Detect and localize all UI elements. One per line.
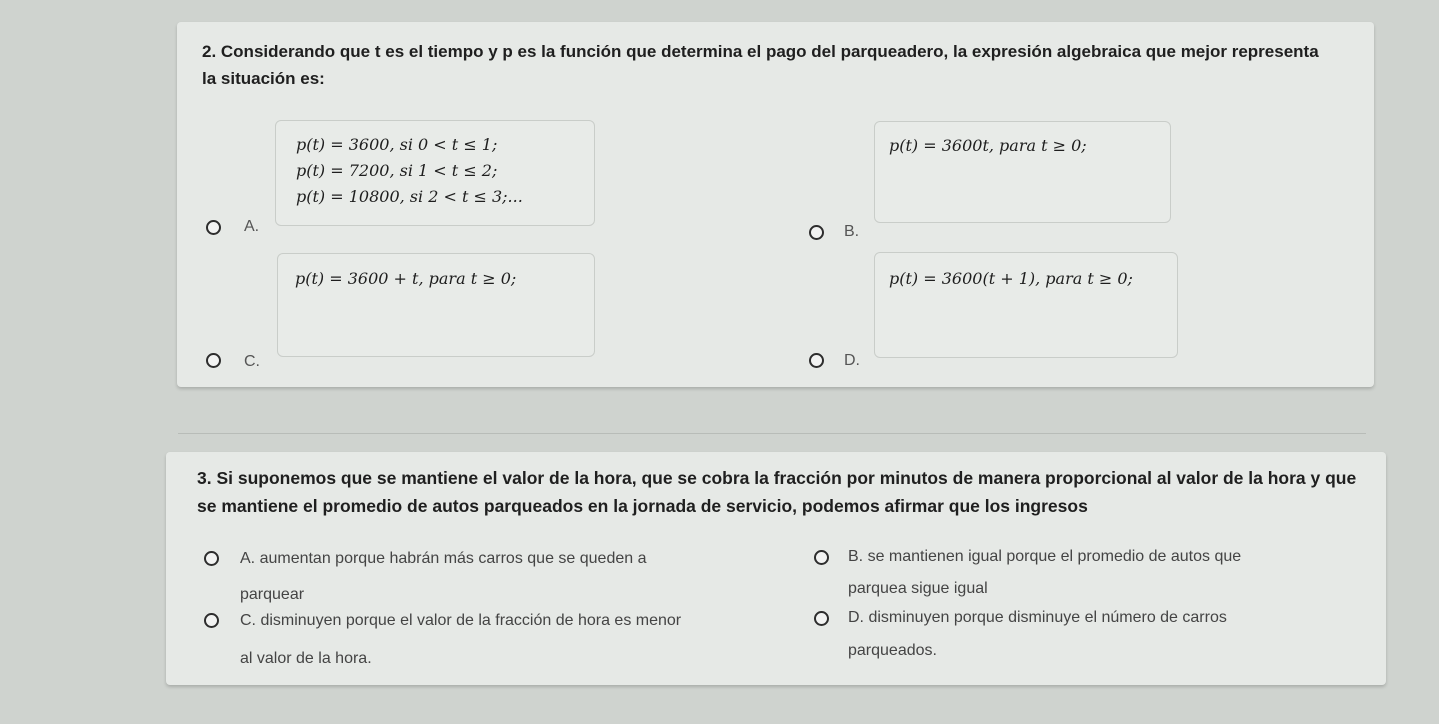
option-d-text-line-2: parqueados. [848, 642, 937, 659]
option-a-letter: A. [244, 218, 260, 235]
section-divider [178, 433, 1366, 434]
option-c-text-line-2: al valor de la hora. [240, 650, 372, 667]
option-a-text-line-1: A. aumentan porque habrán más carros que se queden a [240, 550, 647, 567]
option-d-letter: D. [844, 352, 860, 369]
option-a-text-line-2: parquear [240, 586, 305, 603]
option-a-formula-line-3: p(t) = 10800, si 2 < t ≤ 3;... [296, 187, 523, 206]
option-b-letter: B. [844, 223, 860, 240]
question-2-card [177, 22, 1374, 387]
option-c-formula: p(t) = 3600 + t, para t ≥ 0; [295, 269, 517, 288]
option-b-formula: p(t) = 3600t, para t ≥ 0; [889, 136, 1087, 155]
option-a-radio[interactable] [206, 220, 221, 235]
question-2-text: 2. Considerando que t es el tiempo y p es la función que determina el pago del parqueadero, la expresión algebraica que mejor representa la situación es: [202, 42, 1319, 88]
option-c-radio[interactable] [206, 353, 221, 368]
option-c-text-line-1: C. disminuyen porque el valor de la fracción de hora es menor [240, 612, 682, 629]
option-b-radio[interactable] [814, 550, 829, 565]
option-d-radio[interactable] [809, 353, 824, 368]
option-b-text-line-2: parquea sigue igual [848, 580, 988, 597]
option-a-radio[interactable] [204, 551, 219, 566]
question-3-card [166, 452, 1386, 685]
option-a-formula-line-2: p(t) = 7200, si 1 < t ≤ 2; [296, 161, 498, 180]
option-d-radio[interactable] [814, 611, 829, 626]
option-d-text-line-1: D. disminuyen porque disminuye el número de carros [848, 609, 1227, 626]
question-3-text: 3. Si suponemos que se mantiene el valor de la hora, que se cobra la fracción por minutos de manera proporcional al valor de la hora y que se mantiene el promedio de autos parqueados en la jornada de servicio, podemos afirmar que los ingresos [197, 468, 1357, 516]
option-a-formula-line-1: p(t) = 3600, si 0 < t ≤ 1; [296, 135, 498, 154]
option-c-radio[interactable] [204, 613, 219, 628]
option-b-radio[interactable] [809, 225, 824, 240]
option-d-formula: p(t) = 3600(t + 1), para t ≥ 0; [889, 269, 1133, 288]
option-c-letter: C. [244, 353, 260, 370]
option-b-text-line-1: B. se mantienen igual porque el promedio de autos que [848, 548, 1242, 565]
